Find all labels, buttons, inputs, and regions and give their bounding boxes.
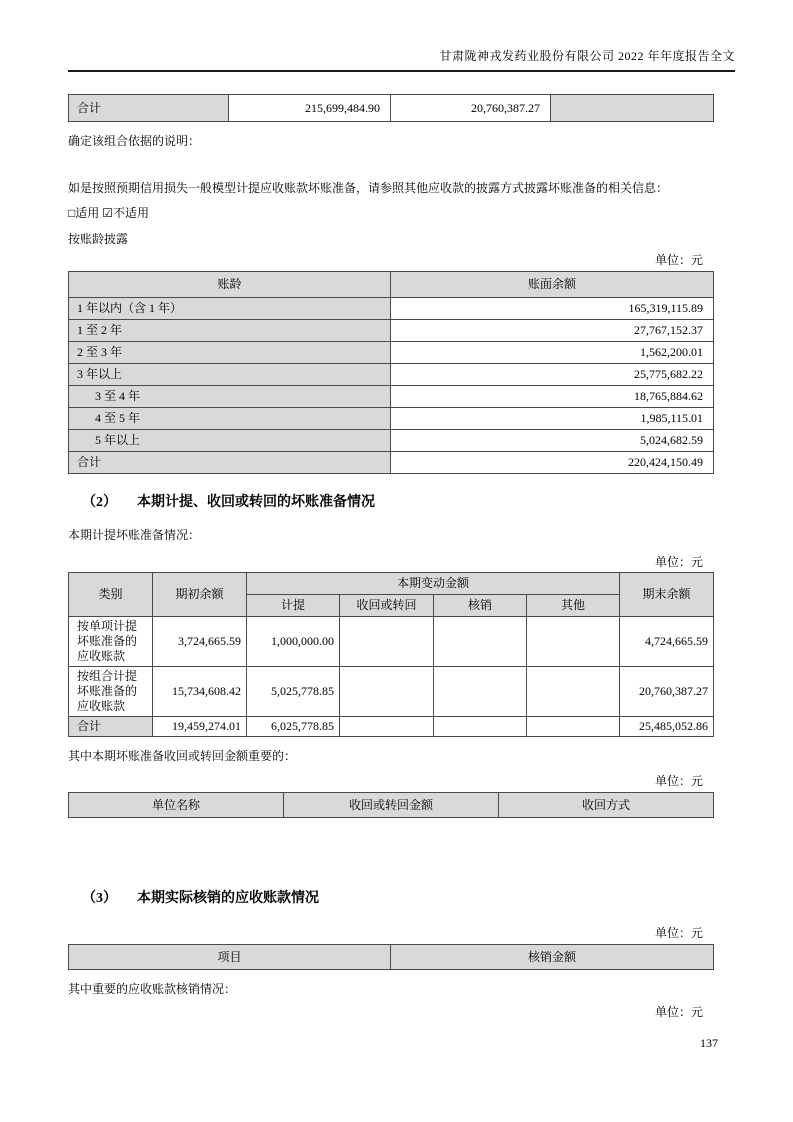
unit-label: 单位：元 <box>654 926 703 940</box>
category-cell: 按组合计提坏账准备的应收账款 <box>69 667 153 717</box>
not-applicable-checkbox-option: ☑不适用 <box>102 206 150 220</box>
item-header-cell: 项目 <box>69 945 391 970</box>
total-label-cell: 合计 <box>69 95 229 122</box>
aging-value-cell: 165,319,115.89 <box>391 298 714 320</box>
balance-header-cell: 账面余额 <box>391 272 714 298</box>
opening-value-cell: 19,459,274.01 <box>153 717 247 737</box>
aging-label-cell: 3 年以上 <box>69 364 391 386</box>
basis-note: 确定该组合依据的说明： <box>68 134 201 148</box>
accrual-value-cell: 6,025,778.85 <box>247 717 340 737</box>
category-header-cell: 类别 <box>69 573 153 617</box>
aging-disclosure-note: 按账龄披露 <box>68 232 129 246</box>
document-title: 甘肃陇神戎发药业股份有限公司 2022 年年度报告全文 <box>439 49 735 63</box>
other-value-cell <box>527 617 620 667</box>
provision-intro-note: 本期计提坏账准备情况： <box>68 528 201 542</box>
important-writeoff-note: 其中重要的应收账款核销情况： <box>68 982 237 996</box>
total-label-cell: 合计 <box>69 717 153 737</box>
section-number: （2） <box>82 495 117 510</box>
section-2-heading <box>68 494 735 512</box>
recover-detail-table <box>68 792 714 818</box>
period-change-header-cell: 本期变动金额 <box>247 573 620 595</box>
writeoff-value-cell <box>434 617 527 667</box>
table-row <box>69 430 714 452</box>
empty-cell <box>551 95 714 122</box>
table-row <box>69 95 714 122</box>
table-row <box>69 408 714 430</box>
table-row <box>69 298 714 320</box>
table-total-row <box>69 717 714 737</box>
table-row <box>69 617 714 667</box>
writeoff-table <box>68 944 714 970</box>
recover-value-cell <box>340 717 434 737</box>
writeoff-value-cell <box>434 667 527 717</box>
ecl-disclosure-note: 如是按照预期信用损失一般模型计提应收账款坏账准备，请参照其他应收款的披露方式披露坏账准备的相关信息： <box>68 181 669 195</box>
table-header-row <box>69 573 714 595</box>
applicable-checkbox-option: □适用 <box>68 206 100 220</box>
writeoff-amount-header-cell: 核销金额 <box>391 945 714 970</box>
unit-label: 单位：元 <box>654 1005 703 1019</box>
table-row <box>69 667 714 717</box>
unit-label: 单位：元 <box>654 774 703 788</box>
aging-header-cell: 账龄 <box>69 272 391 298</box>
applicability-line <box>68 206 735 221</box>
category-cell: 按单项计提坏账准备的应收账款 <box>69 617 153 667</box>
aging-label-cell: 2 至 3 年 <box>69 342 391 364</box>
table-row <box>69 342 714 364</box>
page-number: 137 <box>700 1036 718 1050</box>
aging-label-cell: 1 至 2 年 <box>69 320 391 342</box>
recover-value-cell <box>340 667 434 717</box>
aging-table <box>68 271 714 474</box>
recover-method-header-cell: 收回方式 <box>499 793 714 818</box>
total-value-cell: 215,699,484.90 <box>229 95 391 122</box>
aging-value-cell: 5,024,682.59 <box>391 430 714 452</box>
section-title: 本期计提、收回或转回的坏账准备情况 <box>137 495 375 510</box>
other-value-cell <box>527 667 620 717</box>
recover-note: 其中本期坏账准备收回或转回金额重要的： <box>68 749 297 763</box>
table-row <box>69 320 714 342</box>
aging-total-label-cell: 合计 <box>69 452 391 474</box>
writeoff-header-cell: 核销 <box>434 595 527 617</box>
opening-value-cell: 15,734,608.42 <box>153 667 247 717</box>
table-row <box>69 452 714 474</box>
unit-label: 单位：元 <box>654 253 703 267</box>
closing-value-cell: 25,485,052.86 <box>620 717 714 737</box>
aging-value-cell: 18,765,884.62 <box>391 386 714 408</box>
aging-value-cell: 1,985,115.01 <box>391 408 714 430</box>
entity-name-header-cell: 单位名称 <box>69 793 284 818</box>
section-title: 本期实际核销的应收账款情况 <box>137 891 319 906</box>
table-header-row <box>69 945 714 970</box>
section-3-heading <box>68 890 735 908</box>
table-header-row <box>69 272 714 298</box>
recover-value-cell <box>340 617 434 667</box>
aging-value-cell: 27,767,152.37 <box>391 320 714 342</box>
closing-balance-header-cell: 期末余额 <box>620 573 714 617</box>
aging-value-cell: 25,775,682.22 <box>391 364 714 386</box>
aging-label-cell: 1 年以内（含 1 年） <box>69 298 391 320</box>
section-number: （3） <box>82 891 117 906</box>
aging-label-cell: 3 至 4 年 <box>69 386 391 408</box>
closing-value-cell: 4,724,665.59 <box>620 617 714 667</box>
opening-balance-header-cell: 期初余额 <box>153 573 247 617</box>
other-header-cell: 其他 <box>527 595 620 617</box>
aging-label-cell: 5 年以上 <box>69 430 391 452</box>
aging-value-cell: 1,562,200.01 <box>391 342 714 364</box>
document-header <box>68 48 735 72</box>
other-value-cell <box>527 717 620 737</box>
table-header-row <box>69 793 714 818</box>
accrual-header-cell: 计提 <box>247 595 340 617</box>
unit-label: 单位：元 <box>654 555 703 569</box>
aging-total-value-cell: 220,424,150.49 <box>391 452 714 474</box>
accrual-value-cell: 1,000,000.00 <box>247 617 340 667</box>
provision-movement-table <box>68 572 714 737</box>
writeoff-value-cell <box>434 717 527 737</box>
receivables-total-table <box>68 94 714 122</box>
accrual-value-cell: 5,025,778.85 <box>247 667 340 717</box>
closing-value-cell: 20,760,387.27 <box>620 667 714 717</box>
recover-header-cell: 收回或转回 <box>340 595 434 617</box>
aging-label-cell: 4 至 5 年 <box>69 408 391 430</box>
recover-amount-header-cell: 收回或转回金额 <box>284 793 499 818</box>
opening-value-cell: 3,724,665.59 <box>153 617 247 667</box>
table-row <box>69 364 714 386</box>
table-row <box>69 386 714 408</box>
total-value-cell: 20,760,387.27 <box>391 95 551 122</box>
